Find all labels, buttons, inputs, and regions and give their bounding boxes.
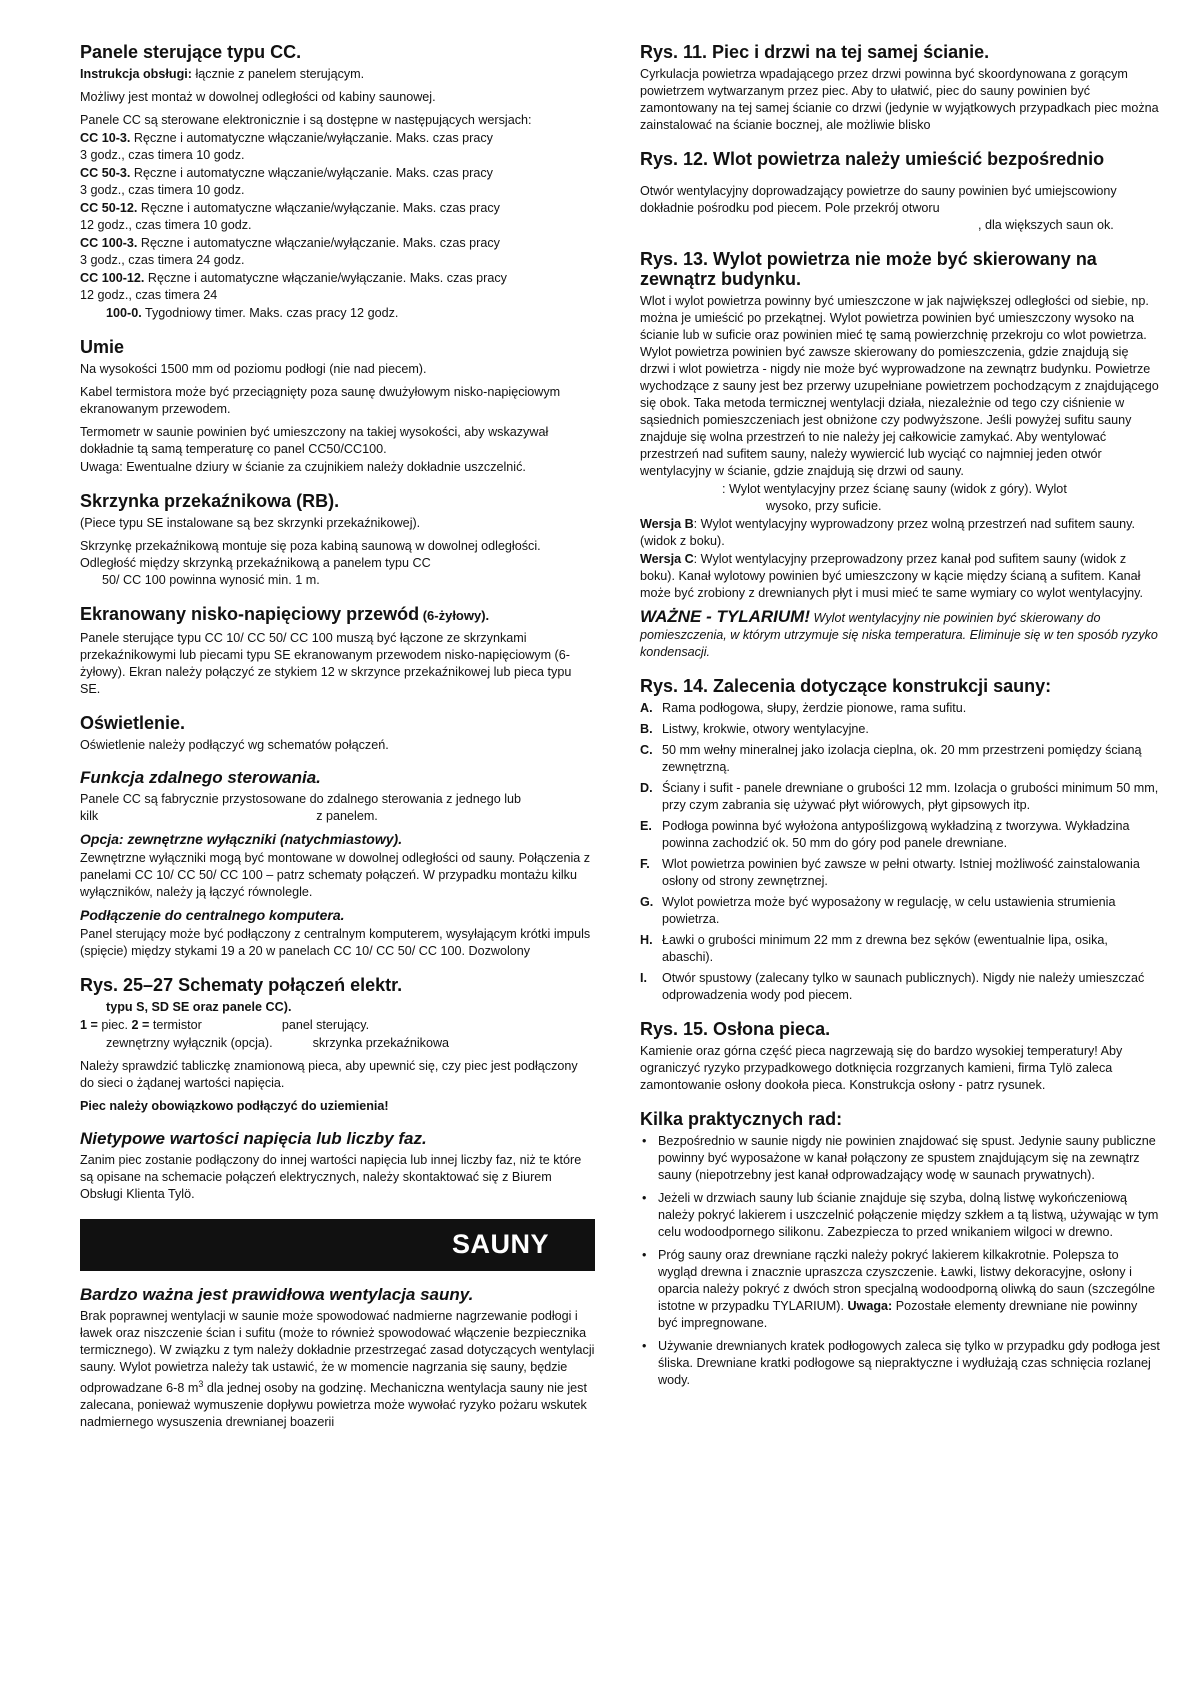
version-b-text: : Wylot wentylacyjny wyprowadzony przez wolną przestrzeń nad sufitem sauny.(widok z boku). (640, 517, 1135, 548)
cc-version-code: CC 100-3. (80, 236, 138, 250)
umie-text-1: Na wysokości 1500 mm od poziomu podłogi (nie nad piecem). (80, 362, 427, 376)
cc-version-item (80, 200, 595, 234)
tip-item (640, 1190, 1160, 1241)
bullet-icon: • (642, 1191, 647, 1205)
fig15-heading: Rys. 15. Osłona pieca. (640, 1019, 831, 1039)
umie-text-3: Termometr w saunie powinien być umieszczony na takiej wysokości, aby wskazywał dokładnie tą samą temperaturę co panel CC50/CC100. (80, 425, 549, 456)
wiring-legend-2 (80, 1035, 595, 1052)
cc-version-cont: 12 godz., czas timera 10 godz. (80, 218, 252, 232)
external-switch-heading: Opcja: zewnętrzne wyłączniki (natychmiastowy). (80, 831, 403, 847)
fig13-text: Wlot i wylot powietrza powinny być umieszczone w jak największej odległości od siebie, np. można je umieścić po przekątnej. Wylot powietrza powinien być umieszczony wysoko na ścianie lub w suficie oraz powinien mieć tę samą powierzchnię przekroju co wlot powietrza. Wylot powietrza powinien być zawsze skierowany do pomieszczenia, gdzie znajdują się drzwi i wlot powietrza - nigdy nie może być wyprowadzone na zewnątrz budynku. Powietrze wychodzące z sauny jest bez przerwy uzupełniane powietrzem pochodzącym z znajdującego się obok. Taka metoda termicznej wentylacji działa, niezależnie od tego czy ciśnienie w sąsiednich pomieszczeniach jest obniżone czy podwyższone. Jeśli powyżej sufitu sauny znajduje się wolna przestrzeń to nie należy jej całkowicie zamykać. Aby wentylować przestrzeń nad sufitem sauny, należy wywiercić lub wyciąć co najmniej jeden otwór wentylacyjny w ścianie, gdzie znajdują się drzwi od sauny. (640, 294, 1159, 478)
wiring-legend-1 (80, 1017, 595, 1034)
cc-version-item (80, 130, 595, 164)
fig13-version-a (640, 481, 1160, 515)
cc-version-code: CC 50-12. (80, 201, 138, 215)
cc-instr-label: Instrukcja obsługi: (80, 67, 192, 81)
item-text: Wylot powietrza może być wyposażony w regulację, w celu ustawienia strumienia powietrza. (662, 895, 1116, 926)
fig12-text-1: Otwór wentylacyjny doprowadzający powietrze do sauny powinien być umiejscowiony dokładnie pośrodku pod piecem. Pole przekrój otworu (640, 184, 1117, 215)
item-text: 50 mm wełny mineralnej jako izolacja cieplna, ok. 20 mm przestrzeni pomiędzy ścianą zewnętrzną. (662, 743, 1142, 774)
fig13-version-b (640, 516, 1160, 550)
cc-version-cont: 3 godz., czas timera 10 godz. (80, 183, 245, 197)
cc-version-code: CC 10-3. (80, 131, 131, 145)
tip-text: Używanie drewnianych kratek podłogowych zaleca się tylko w przypadku gdy podłoga jest śliska. Drewniane kratki podłogowe są niepraktyczne i wydłużają czas schnięcia rozlanej wody. (658, 1339, 1160, 1387)
fig14-heading: Rys. 14. Zalecenia dotyczące konstrukcji sauny: (640, 676, 1052, 696)
version-b-label: Wersja B (640, 517, 694, 531)
remote-control-text (80, 791, 595, 825)
lighting-heading: Oświetlenie. (80, 713, 186, 733)
cc-version-item (80, 235, 595, 269)
tylarium-warning (640, 608, 1160, 661)
item-text: Wlot powietrza powinien być zawsze w pełni otwarty. Istniej możliwość zainstalowania osłony od strony zewnętrznej. (662, 857, 1140, 888)
umie-text-4: Uwaga: Ewentualne dziury w ścianie za czujnikiem należy dokładnie uszczelnić. (80, 460, 526, 474)
cc-intro-text: Panele CC są sterowane elektronicznie i są dostępne w następujących wersjach: (80, 113, 532, 127)
shielded-cable-title: Ekranowany nisko-napięciowy przewód (80, 604, 420, 624)
fig13-heading: Rys. 13. Wylot powietrza nie może być skierowany na zewnątrz budynku. (640, 249, 1097, 289)
tip-note-text: Pozostałe elementy drewniane nie powinny być impregnowane. (658, 1299, 1138, 1330)
item-text: Ławki o grubości minimum 22 mm z drewna bez sęków (ewentualnie lipa, osika, abaschi). (662, 933, 1108, 964)
construction-item (640, 818, 1160, 852)
cc-version-cont: 12 godz., czas timera 24 (80, 288, 218, 302)
tip-text: Jeżeli w drzwiach sauny lub ścianie znajduje się szyba, dolną listwę wykończeniową należy pokryć lakierem i uszczelnić połączenie między szkłem a tą listwą, używając w tym celu wodoodpornego silikonu. Zabezpiecza to przed wnikaniem wilgoci w drewno. (658, 1191, 1159, 1239)
remote-control-text-c: z panelem. (316, 809, 378, 823)
cc-version-item (80, 165, 595, 199)
item-letter: D. (640, 781, 653, 795)
bullet-icon: • (642, 1248, 647, 1262)
legend-num: 1 = (80, 1018, 102, 1032)
unusual-voltage-text: Zanim piec zostanie podłączony do innej wartości napięcia lub innej liczby faz, niż te które są opisane na schemacie połączeń elektrycznych, należy skontaktować się z Biurem Obsługi Klienta Tylö. (80, 1153, 582, 1201)
remote-control-text-b: kilk (80, 809, 99, 823)
relay-box-text-1: (Piece typu SE instalowane są bez skrzynki przekaźnikowej). (80, 516, 421, 530)
wiring-diagrams-heading: Rys. 25–27 Schematy połączeń elektr. (80, 975, 403, 995)
legend-num: 2 = (131, 1018, 153, 1032)
bullet-icon: • (642, 1134, 647, 1148)
cc-instr-text: łącznie z panelem sterującym. (191, 67, 365, 81)
tip-item (640, 1338, 1160, 1389)
fig12-text (640, 183, 1160, 234)
construction-item (640, 700, 1160, 717)
wiring-diagrams-subtitle: typu S, SD SE oraz panele CC). (106, 1000, 292, 1014)
tips-list (640, 1133, 1160, 1389)
legend-text: skrzynka przekaźnikowa (312, 1036, 450, 1050)
relay-box-heading: Skrzynka przekaźnikowa (RB). (80, 491, 340, 511)
external-switch-text: Zewnętrzne wyłączniki mogą być montowane w dowolnej odległości od sauny. Połączenia z panelami CC 10/ CC 50/ CC 100 – patrz schematy połączeń. W przypadku montażu kilku wyłączników, należy ją łączyć równolegle. (80, 851, 591, 899)
fig11-heading: Rys. 11. Piec i drzwi na tej samej ścianie. (640, 42, 990, 62)
unusual-voltage-heading: Nietypowe wartości napięcia lub liczby faz. (80, 1129, 427, 1148)
fig12-heading: Rys. 12. Wlot powietrza należy umieścić bezpośrednio (640, 149, 1105, 169)
item-letter: I. (640, 971, 647, 985)
construction-item (640, 856, 1160, 890)
relay-box-text-2b: 50/ CC 100 powinna wynosić min. 1 m. (102, 573, 320, 587)
cc-mount-text: Możliwy jest montaż w dowolnej odległości od kabiny saunowej. (80, 90, 436, 104)
cc-version-code: CC 100-12. (80, 271, 145, 285)
construction-item (640, 721, 1160, 738)
relay-box-text-2a: Skrzynkę przekaźnikową montuje się poza kabiną saunową w dowolnej odległości. Odległość między skrzynką przekaźnikową a panelem typu CC (80, 539, 541, 570)
shielded-cable-note: (6-żyłowy). (419, 608, 490, 623)
cc-version-text: Ręczne i automatyczne włączanie/wyłączanie. Maks. czas pracy (144, 271, 507, 285)
item-text: Podłoga powinna być wyłożona antypoślizgową wykładziną z tworzywa. Wykładzina powinna zachodzić ok. 50 mm do góry pod panele drewniane. (662, 819, 1130, 850)
fig11-text: Cyrkulacja powietrza wpadającego przez drzwi powinna być skoordynowana z gorącym powietrzem wytwarzanym przez piec. Aby to ułatwić, piec do sauny powinien być zamontowany na tej samej ścianie co drzwi (jedynie w wyjątkowych przypadkach piec można zainstalować na ścianie bocznej, ale możliwie blisko (640, 67, 1159, 132)
cc-version-code: CC 50-3. (80, 166, 131, 180)
remote-control-heading: Funkcja zdalnego sterowania. (80, 768, 321, 787)
lighting-text: Oświetlenie należy podłączyć wg schematów połączeń. (80, 738, 389, 752)
cc-version-cont: 3 godz., czas timera 10 godz. (80, 148, 245, 162)
legend-text: panel sterujący. (281, 1018, 370, 1032)
item-letter: B. (640, 722, 653, 736)
fig12-text-2: , dla większych saun ok. (978, 218, 1114, 232)
wiring-check-text: Należy sprawdzić tabliczkę znamionową pieca, aby upewnić się, czy piec jest podłączony do sieci o żądanej wartości napięcia. (80, 1059, 578, 1090)
item-text: Ściany i sufit - panele drewniane o grubości 12 mm. Izolacja o grubości minimum 50 mm, przy czym zabrania się używać płyt wiórowych, płyt gipsowych itp. (662, 781, 1159, 812)
cc-version-code: 100-0. (106, 306, 142, 320)
bullet-icon: • (642, 1339, 647, 1353)
cc-version-list (80, 130, 595, 322)
item-letter: E. (640, 819, 652, 833)
relay-box-text-2 (80, 538, 595, 589)
cc-version-text: Tygodniowy timer. Maks. czas pracy 12 godz. (141, 306, 399, 320)
cc-version-text: Ręczne i automatyczne włączanie/wyłączanie. Maks. czas pracy (130, 131, 493, 145)
cc-version-cont: 3 godz., czas timera 24 godz. (80, 253, 245, 267)
tip-item (640, 1247, 1160, 1332)
ventilation-heading: Bardzo ważna jest prawidłowa wentylacja sauny. (80, 1285, 474, 1304)
construction-item (640, 780, 1160, 814)
fig15-text: Kamienie oraz górna część pieca nagrzewają się do bardzo wysokiej temperatury! Aby ograniczyć ryzyko przypadkowego dotknięcia rozgrzanych kamieni, firma Tylö zaleca zamontowanie osłony dookoła pieca. Konstrukcja osłony - patrz rysunek. (640, 1044, 1123, 1092)
tip-text: Bezpośrednio w saunie nigdy nie powinien znajdować się spust. Jedynie sauny publiczne powinny być wyposażone w kanał połączony ze spustem znajdującym się na zewnątrz sauny (niepotrzebny jest kanał odprowadzający wodę w saunach prywatnych). (658, 1134, 1156, 1182)
fig13-version-a-text: : Wylot wentylacyjny przez ścianę sauny (widok z góry). Wylot (722, 482, 1067, 496)
legend-text: termistor (152, 1018, 202, 1032)
cc-version-item (80, 305, 595, 322)
tip-item (640, 1133, 1160, 1184)
item-letter: H. (640, 933, 653, 947)
item-letter: A. (640, 701, 653, 715)
construction-item (640, 894, 1160, 928)
sauny-banner-title: SAUNY (451, 1229, 549, 1259)
cc-version-item (80, 270, 595, 304)
ventilation-text-b: dla jednej osoby na godzinę. Mechaniczna wentylacja sauny nie jest zalecana, ponieważ wymuszenie dopływu powietrza może wywołać ryzyko pożaru wskutek nadmiernego wysuszenia drewnianej boazerii (80, 1381, 587, 1430)
fig13-version-a-text-2: wysoko, przy suficie. (766, 499, 882, 513)
item-letter: G. (640, 895, 654, 909)
version-c-label: Wersja C (640, 552, 694, 566)
tips-heading: Kilka praktycznych rad: (640, 1109, 843, 1129)
item-letter: F. (640, 857, 650, 871)
fig13-version-c (640, 551, 1160, 602)
cc-panels-heading: Panele sterujące typu CC. (80, 42, 302, 62)
left-column (80, 42, 595, 1437)
construction-item (640, 742, 1160, 776)
ventilation-text-sup: 3 (198, 1379, 204, 1389)
item-letter: C. (640, 743, 653, 757)
item-text: Otwór spustowy (zalecany tylko w saunach publicznych). Nigdy nie należy umieszczać odprowadzenia wody pod piecem. (662, 971, 1145, 1002)
cc-version-text: Ręczne i automatyczne włączanie/wyłączanie. Maks. czas pracy (137, 201, 500, 215)
shielded-cable-text: Panele sterujące typu CC 10/ CC 50/ CC 100 muszą być łączone ze skrzynkami przekaźnikowymi lub piecami typu SE ekranowanym przewodem nisko-napięciowym (6-żyłowy). Ekran należy połączyć ze stykiem 12 w skrzynce przekaźnikowej lub pieca typu SE. (80, 631, 572, 696)
item-text: Rama podłogowa, słupy, żerdzie pionowe, rama sufitu. (662, 701, 967, 715)
item-text: Listwy, krokwie, otwory wentylacyjne. (662, 722, 869, 736)
legend-text: zewnętrzny wyłącznik (opcja). (106, 1036, 273, 1050)
umie-heading: Umie (80, 337, 125, 357)
construction-item (640, 932, 1160, 966)
umie-text-2: Kabel termistora może być przeciągnięty poza saunę dwużyłowym nisko-napięciowym ekranowanym przewodem. (80, 385, 561, 416)
central-computer-text: Panel sterujący może być podłączony z centralnym komputerem, wysyłającym krótki impuls (spięcie) między stykami 19 a 20 w panelach CC 10/ CC 50/ CC 100. Dozwolony (80, 927, 591, 958)
tylarium-warning-text: Wylot wentylacyjny nie powinien być skierowany do pomieszczenia, w którym utrzymuje się niska temperatura. Eliminuje się w ten sposób ryzyko kondensacji. (640, 611, 1158, 659)
ventilation-text-a: Brak poprawnej wentylacji w saunie może spowodować nadmierne nagrzewanie podłogi i ławek oraz niszczenie ścian i sufitu (może to również spowodować włączenie bezpiecznika termicznego). W związku z tym należy dokładnie przestrzegać zasad dotyczących wentylacji sauny. Wylot powietrza należy tak ustawić, że w momencie nagrzania się sauny, będzie odprowadzane 6-8 m (80, 1309, 595, 1396)
tip-note-label: Uwaga: (847, 1299, 893, 1313)
right-column (640, 42, 1160, 1395)
tip-text: Próg sauny oraz drewniane rączki należy pokryć lakierem kilkakrotnie. Polepsza to wygląd drewna i znacznie upraszcza czyszczenie. Ławki, listwy dekoracyjne, osłony i oparcia należy pokryć z dwóch stron specjalną wodoodporną oliwką do saun (szczególne istotne w przypadku TYLARIUM). (658, 1248, 1156, 1313)
central-computer-heading: Podłączenie do centralnego komputera. (80, 907, 345, 923)
version-c-text: : Wylot wentylacyjny przeprowadzony przez kanał pod sufitem sauny (widok z boku). Kanał wylotowy powinien być umieszczony w kącie między ścianą a sufitem. Kanał może być zrobiony z drewnianych płyt i musi mieć te same wymiary co wylot wentylacyjny. (640, 552, 1143, 600)
cc-version-text: Ręczne i automatyczne włączanie/wyłączanie. Maks. czas pracy (137, 236, 500, 250)
legend-text: piec. (101, 1018, 132, 1032)
construction-list (640, 700, 1160, 1004)
shielded-cable-heading (80, 604, 595, 626)
sauny-banner (80, 1219, 595, 1271)
construction-item (640, 970, 1160, 1004)
cc-version-text: Ręczne i automatyczne włączanie/wyłączanie. Maks. czas pracy (130, 166, 493, 180)
cc-instructions (80, 66, 595, 83)
grounding-warning: Piec należy obowiązkowo podłączyć do uziemienia! (80, 1099, 389, 1113)
remote-control-text-a: Panele CC są fabrycznie przystosowane do zdalnego sterowania z jednego lub (80, 792, 522, 806)
tylarium-warning-title: WAŻNE - TYLARIUM! (640, 607, 810, 626)
ventilation-text (80, 1308, 595, 1431)
